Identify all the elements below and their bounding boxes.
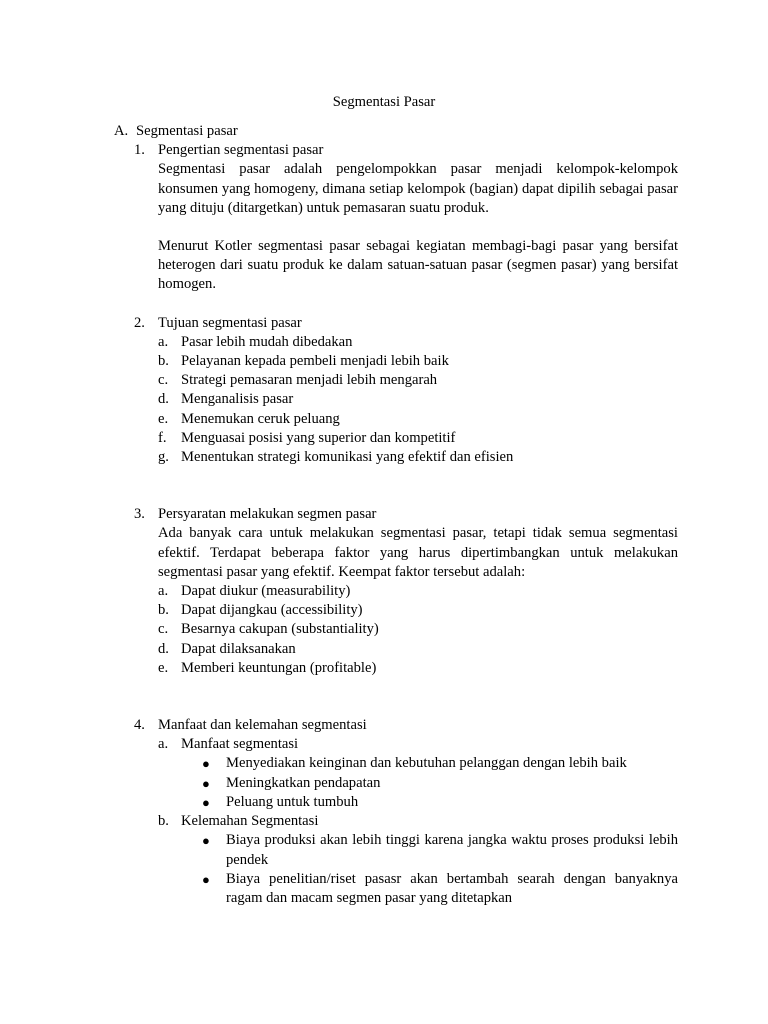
list-text: Strategi pemasaran menjadi lebih mengarah bbox=[181, 372, 438, 389]
bullet-item bbox=[114, 870, 678, 908]
item-3-marker: 3. bbox=[134, 506, 145, 523]
bullet-text: Menyediakan keinginan dan kebutuhan pelanggan dengan lebih baik bbox=[226, 755, 627, 772]
list-item bbox=[114, 620, 678, 639]
list-marker: c. bbox=[158, 621, 169, 638]
list-item bbox=[114, 429, 678, 448]
list-text: Pasar lebih mudah dibedakan bbox=[181, 333, 353, 350]
list-marker: f. bbox=[158, 429, 167, 446]
item-1-marker: 1. bbox=[134, 142, 145, 159]
item-4-marker: 4. bbox=[134, 717, 145, 734]
bullet-dot-icon: ● bbox=[202, 833, 210, 849]
list-item bbox=[114, 582, 678, 601]
section-a-heading bbox=[114, 122, 678, 141]
list-marker: a. bbox=[158, 333, 169, 350]
bullet-item bbox=[114, 774, 678, 793]
list-marker: d. bbox=[158, 640, 169, 657]
subsection-b-marker: b. bbox=[158, 813, 169, 830]
subsection-a-marker: a. bbox=[158, 736, 169, 753]
section-a-marker: A. bbox=[114, 123, 129, 139]
bullet-item bbox=[114, 754, 678, 773]
list-text: Memberi keuntungan (profitable) bbox=[181, 659, 377, 676]
list-text: Dapat dijangkau (accessibility) bbox=[181, 602, 363, 619]
spacer bbox=[114, 678, 678, 716]
spacer bbox=[114, 295, 678, 314]
bullet-text: Biaya produksi akan lebih tinggi karena jangka waktu proses produksi lebih pendek bbox=[226, 832, 678, 868]
bullet-dot-icon: ● bbox=[202, 794, 210, 810]
item-1-label: Pengertian segmentasi pasar bbox=[158, 142, 324, 159]
list-marker: b. bbox=[158, 602, 169, 619]
list-text: Menemukan ceruk peluang bbox=[181, 410, 340, 427]
bullet-item bbox=[114, 831, 678, 869]
list-item bbox=[114, 352, 678, 371]
list-marker: e. bbox=[158, 659, 169, 676]
item-1-paragraph-2: Menurut Kotler segmentasi pasar sebagai kegiatan membagi-bagi pasar yang bersifat heterogen dari suatu produk ke dalam satuan-satuan pasar (segmen pasar) yang bersifat homogen. bbox=[158, 238, 678, 293]
list-text: Menganalisis pasar bbox=[181, 391, 294, 408]
list-item bbox=[114, 601, 678, 620]
list-item bbox=[114, 659, 678, 678]
bullet-dot-icon: ● bbox=[202, 756, 210, 772]
spacer bbox=[114, 218, 678, 237]
list-marker: g. bbox=[158, 449, 169, 466]
subsection-b-heading bbox=[114, 812, 678, 831]
item-3-paragraph: Ada banyak cara untuk melakukan segmentasi pasar, tetapi tidak semua segmentasi efektif. Terdapat beberapa faktor yang harus dipertimbangkan untuk melakukan segmentasi pasar yang efektif. Keempat faktor tersebut adalah: bbox=[158, 525, 678, 580]
list-text: Menentukan strategi komunikasi yang efektif dan efisien bbox=[181, 449, 514, 466]
list-item bbox=[114, 333, 678, 352]
list-item bbox=[114, 410, 678, 429]
item-1-heading bbox=[114, 141, 678, 160]
list-marker: b. bbox=[158, 353, 169, 370]
subsection-a-heading bbox=[114, 735, 678, 754]
bullet-item bbox=[114, 793, 678, 812]
item-1-paragraph-1: Segmentasi pasar adalah pengelompokkan pasar menjadi kelompok-kelompok konsumen yang homogeny, dimana setiap kelompok (bagian) dapat dipilih sebagai pasar yang dituju (ditargetkan) untuk pemasaran suatu produk. bbox=[158, 161, 678, 216]
bullet-text: Peluang untuk tumbuh bbox=[226, 793, 359, 810]
item-3-label: Persyaratan melakukan segmen pasar bbox=[158, 506, 377, 523]
bullet-dot-icon: ● bbox=[202, 871, 210, 887]
subsection-a-label: Manfaat segmentasi bbox=[181, 736, 299, 753]
list-marker: a. bbox=[158, 583, 169, 600]
list-item bbox=[114, 640, 678, 659]
list-text: Dapat dilaksanakan bbox=[181, 640, 296, 657]
section-a-label: Segmentasi pasar bbox=[136, 123, 238, 139]
item-4-heading bbox=[114, 716, 678, 735]
item-3-heading bbox=[114, 505, 678, 524]
item-4-label: Manfaat dan kelemahan segmentasi bbox=[158, 717, 367, 734]
list-item bbox=[114, 448, 678, 467]
list-text: Dapat diukur (measurability) bbox=[181, 583, 351, 600]
list-text: Pelayanan kepada pembeli menjadi lebih baik bbox=[181, 353, 449, 370]
item-2-label: Tujuan segmentasi pasar bbox=[158, 314, 302, 331]
list-text: Besarnya cakupan (substantiality) bbox=[181, 621, 379, 638]
item-2-heading bbox=[114, 314, 678, 333]
list-marker: c. bbox=[158, 372, 169, 389]
list-item bbox=[114, 390, 678, 409]
list-text: Menguasai posisi yang superior dan kompetitif bbox=[181, 429, 456, 446]
list-item bbox=[114, 371, 678, 390]
document-title: Segmentasi Pasar bbox=[332, 94, 436, 110]
bullet-text: Meningkatkan pendapatan bbox=[226, 774, 381, 791]
bullet-text: Biaya penelitian/riset pasasr akan bertambah searah dengan banyaknya ragam dan macam segmen pasar yang ditetapkan bbox=[226, 870, 678, 906]
subsection-b-label: Kelemahan Segmentasi bbox=[181, 813, 319, 830]
list-marker: d. bbox=[158, 391, 169, 408]
bullet-dot-icon: ● bbox=[202, 775, 210, 791]
document-body bbox=[114, 122, 678, 908]
item-2-marker: 2. bbox=[134, 314, 145, 331]
spacer bbox=[114, 467, 678, 505]
list-marker: e. bbox=[158, 410, 169, 427]
